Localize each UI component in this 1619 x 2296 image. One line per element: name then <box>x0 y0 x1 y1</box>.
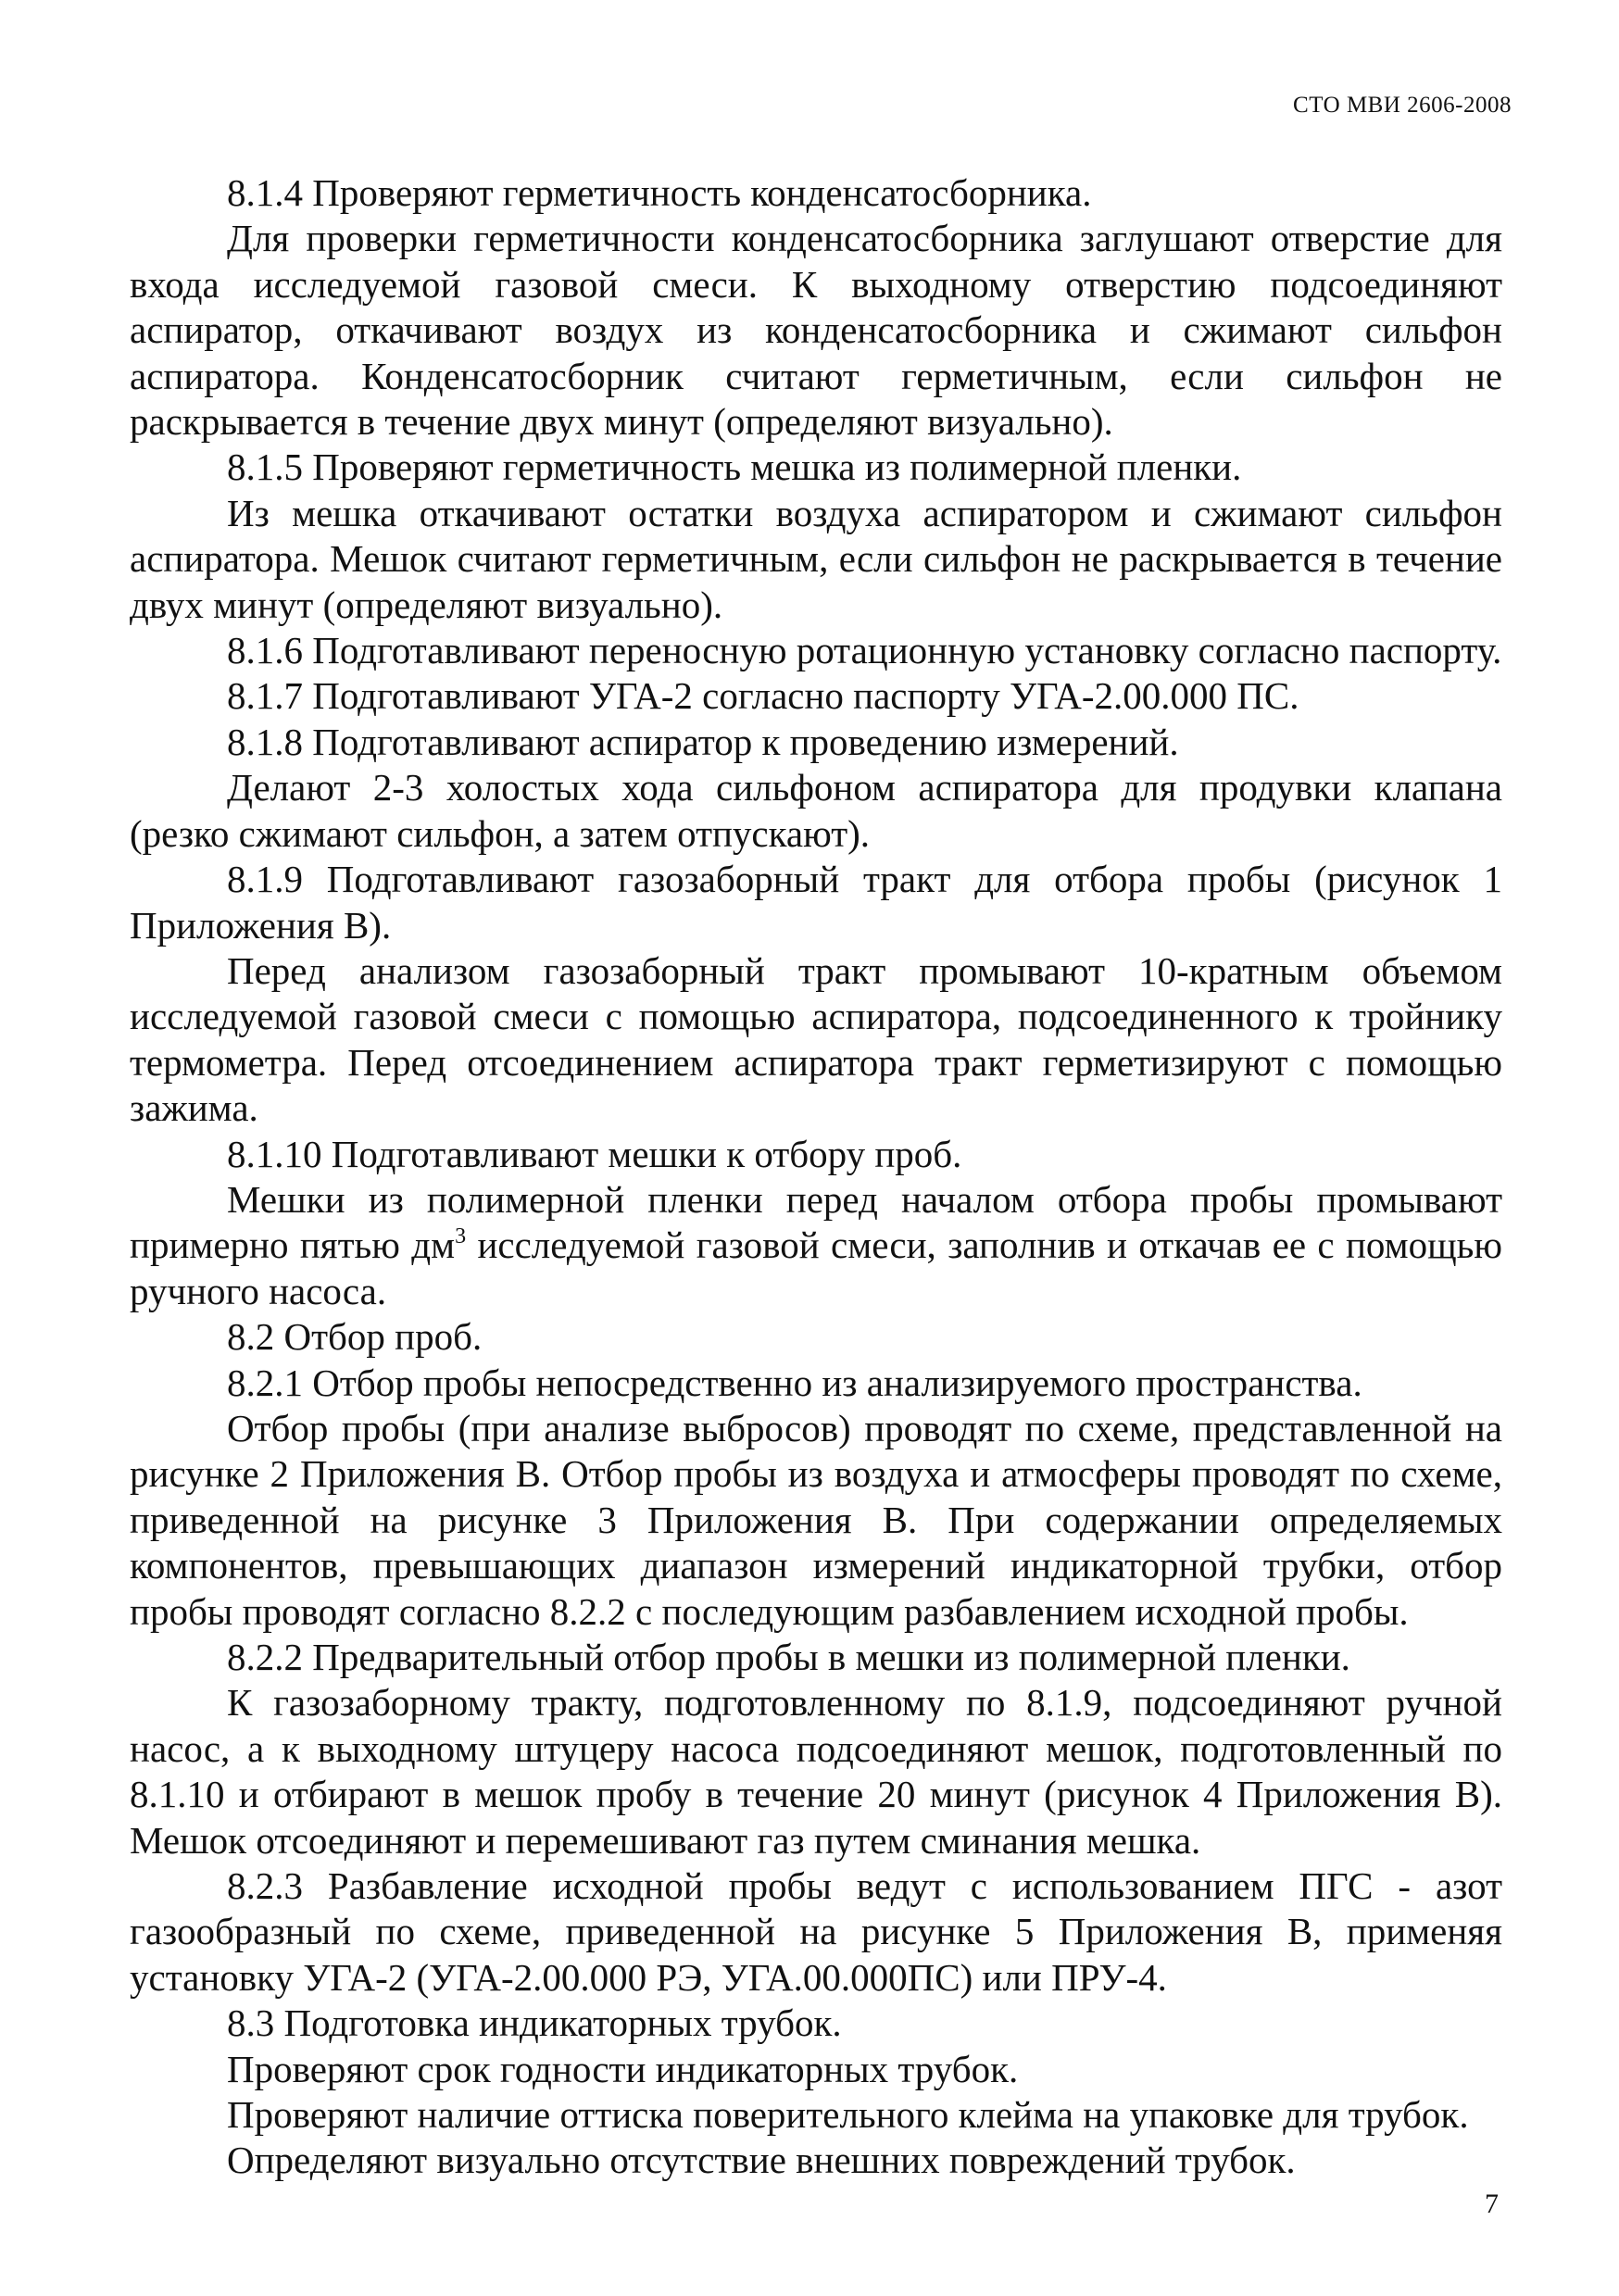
page-number: 7 <box>1485 2189 1499 2219</box>
paragraph-8-1-7: 8.1.7 Подготавливают УГА-2 согласно паспорту УГА-2.00.000 ПС. <box>227 674 1299 718</box>
paragraph-tract-flush: Перед анализом газозаборный тракт промывают 10-кратным объемом исследуемой газовой смеси с помощью аспиратора, подсоединенного к тройнику термометра. Перед отсоединением аспиратора тракт герметизируют с помощью зажима. <box>130 948 1502 1130</box>
paragraph-pump-bag: К газозаборному тракту, подготовленному по 8.1.9, подсоединяют ручной насос, а к выходному штуцеру насоса подсоединяют мешок, подготовленный по 8.1.10 и отбирают в мешок пробу в течение 20 минут (рисунок 4 Приложения В). Мешок отсоединяют и перемешивают газ путем сминания мешка. <box>130 1681 1502 1862</box>
bag-flush-text-after: исследуемой газовой смеси, заполнив и откачав ее с помощью ручного насоса. <box>130 1223 1502 1312</box>
paragraph-8-1-5: 8.1.5 Проверяют герметичность мешка из полимерной пленки. <box>227 445 1242 489</box>
document-header: СТО МВИ 2606-2008 <box>1293 93 1512 118</box>
paragraph-condensate-check: Для проверки герметичности конденсатосборника заглушают отверстие для входа исследуемой газовой смеси. К выходному отверстию подсоединяют аспиратор, откачивают воздух из конденсатосборника и сжимают сильфон аспиратора. Конденсатосборник считают герметичным, если сильфон не раскрывается в течение двух минут (определяют визуально). <box>130 217 1502 444</box>
paragraph-expiry-check: Проверяют срок годности индикаторных трубок. <box>227 2047 1019 2090</box>
paragraph-8-1-6: 8.1.6 Подготавливают переносную ротационную установку согласно паспорту. <box>227 629 1502 672</box>
paragraph-8-1-10: 8.1.10 Подготавливают мешки к отбору проб. <box>227 1132 962 1175</box>
paragraph-8-1-8: 8.1.8 Подготавливают аспиратор к проведению измерений. <box>227 720 1179 763</box>
paragraph-8-2-2: 8.2.2 Предварительный отбор пробы в мешки из полимерной пленки. <box>227 1636 1350 1678</box>
paragraph-8-3: 8.3 Подготовка индикаторных трубок. <box>227 2001 842 2045</box>
paragraph-sampling-schemes: Отбор пробы (при анализе выбросов) проводят по схеме, представленной на рисунке 2 Приложения В. Отбор пробы из воздуха и атмосферы проводят по схеме, приведенной на рисунке 3 Приложения В. При содержании определяемых компонентов, превышающих диапазон измерений индикаторной трубки, отбор пробы проводят согласно 8.2.2 с последующим разбавлением исходной пробы. <box>130 1406 1502 1633</box>
paragraph-bag-check: Из мешка откачивают остатки воздуха аспиратором и сжимают сильфон аспиратора. Мешок считают герметичным, если сильфон не раскрывается в течение двух минут (определяют визуально). <box>130 491 1502 626</box>
paragraph-8-2: 8.2 Отбор проб. <box>227 1315 483 1359</box>
paragraph-8-2-1: 8.2.1 Отбор пробы непосредственно из анализируемого пространства. <box>227 1361 1362 1404</box>
paragraph-bag-flush <box>130 1177 1502 1314</box>
paragraph-stamp-check: Проверяют наличие оттиска поверительного клейма на упаковке для трубок. <box>227 2093 1469 2137</box>
paragraph-aspirator-strokes: Делают 2-3 холостых хода сильфоном аспиратора для продувки клапана (резко сжимают сильфон, а затем отпускают). <box>130 766 1502 855</box>
paragraph-8-1-4: 8.1.4 Проверяют герметичность конденсатосборника. <box>227 171 1092 214</box>
bag-flush-text-before: Мешки из полимерной пленки перед началом отбора пробы промывают примерно пятью дм <box>130 1177 1502 1267</box>
paragraph-8-2-3: 8.2.3 Разбавление исходной пробы ведут с использованием ПГС - азот газообразный по схеме, приведенной на рисунке 5 Приложения В, применяя установку УГА-2 (УГА-2.00.000 РЭ, УГА.00.000ПС) или ПРУ-4. <box>130 1864 1502 1999</box>
document-body <box>130 170 1502 2184</box>
paragraph-8-1-9: 8.1.9 Подготавливают газозаборный тракт для отбора пробы (рисунок 1 Приложения В). <box>130 858 1502 947</box>
superscript-cubic: 3 <box>455 1224 467 1249</box>
paragraph-damage-check: Определяют визуально отсутствие внешних повреждений трубок. <box>227 2139 1296 2182</box>
